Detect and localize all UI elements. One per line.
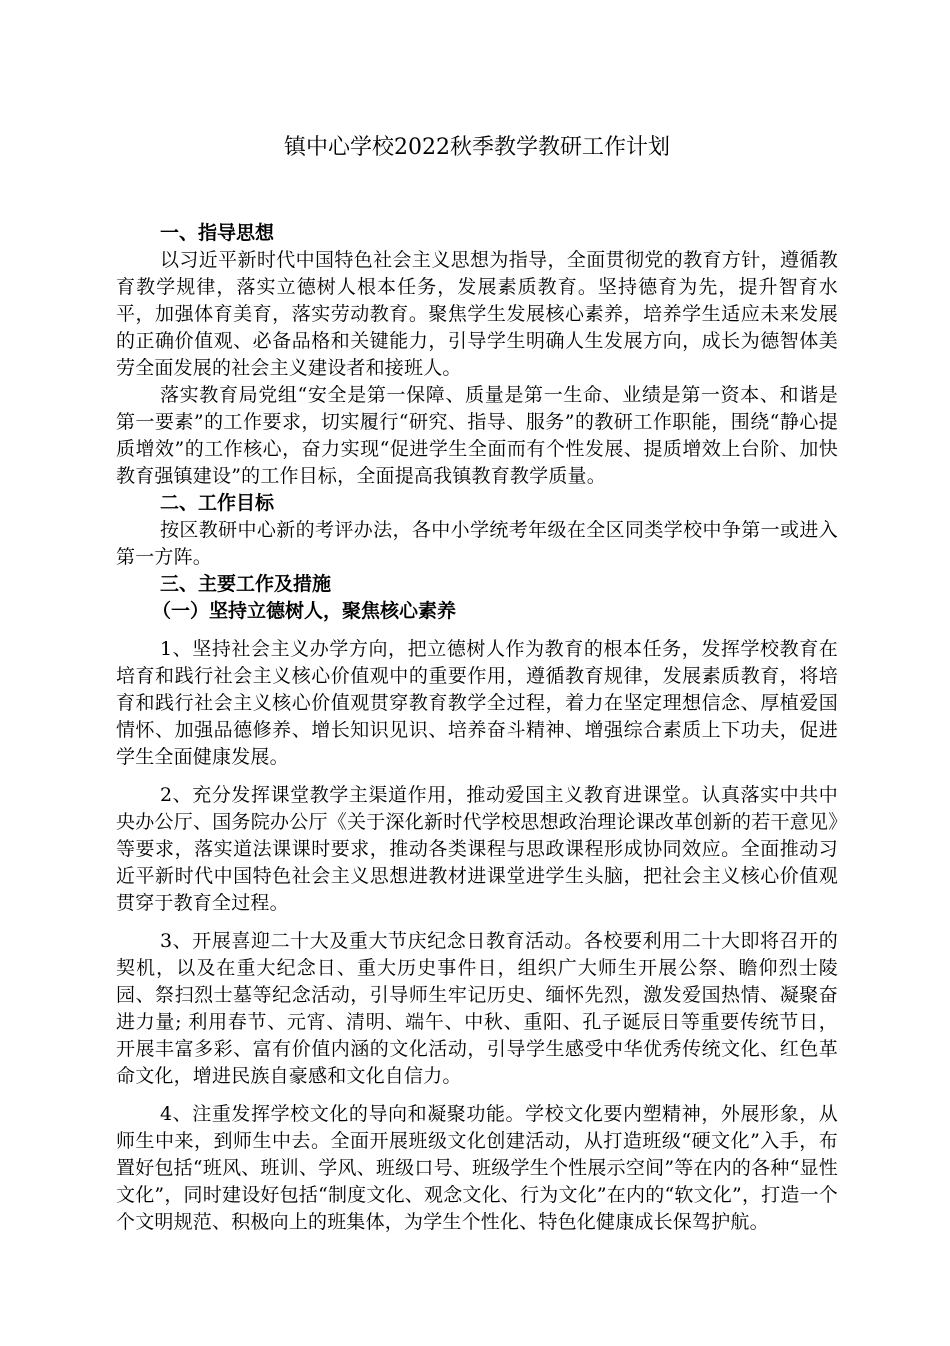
paragraph-measure-2: 2、充分发挥课堂教学主渠道作用，推动爱国主义教育进课堂。认真落实中共中央办公厅、国务院办公厅《关于深化新时代学校思想政治理论课改革创新的若干意见》等要求，落实道法课课时要求，推动各类课程与思政课程形成协同效应。全面推动习近平新时代中国特色社会主义思想进教材进课堂进学生头脑，把社会主义核心价值观贯穿于教育全过程。 <box>116 784 838 914</box>
paragraph-measure-1: 1、坚持社会主义办学方向，把立德树人作为教育的根本任务，发挥学校教育在培育和践行社会主义核心价值观中的重要作用，遵循教育规律，发展素质教育，将培育和践行社会主义核心价值观贯穿教育教学全过程，着力在坚定理想信念、厚植爱国情怀、加强品德修养、增长知识见识、培养奋斗精神、增强综合素质上下功夫，促进学生全面健康发展。 <box>116 638 838 768</box>
paragraph-work-goals: 按区教研中心新的考评办法，各中小学统考年级在全区同类学校中争第一或进入第一方阵。 <box>116 519 838 568</box>
document-title: 镇中心学校2022秋季教学教研工作计划 <box>284 135 670 160</box>
section-heading-work-goals: 二、工作目标 <box>160 492 275 514</box>
section-heading-main-work: 三、主要工作及措施 <box>160 573 332 595</box>
paragraph-guiding-ideology-1: 以习近平新时代中国特色社会主义思想为指导，全面贯彻党的教育方针，遵循教育教学规律，落实立德树人根本任务，发展素质教育。坚持德育为先，提升智育水平，加强体育美育，落实劳动教育。聚焦学生发展核心素养，培养学生适应未来发展的正确价值观、必备品格和关键能力，引导学生明确人生发展方向，成长为德智体美劳全面发展的社会主义建设者和接班人。 <box>116 249 838 379</box>
paragraph-measure-3: 3、开展喜迎二十大及重大节庆纪念日教育活动。各校要利用二十大即将召开的契机，以及在重大纪念日、重大历史事件日，组织广大师生开展公祭、瞻仰烈士陵园、祭扫烈士墓等纪念活动，引导师生牢记历史、缅怀先烈，激发爱国热情、凝聚奋进力量; 利用春节、元宵、清明、端午、中秋、重阳、孔子诞辰日等重要传统节日，开展丰富多彩、富有价值内涵的文化活动，引导学生感受中华优秀传统文化、红色革命文化，增进民族自豪感和文化自信力。 <box>116 930 838 1087</box>
subsection-heading-moral-education: （一）坚持立德树人，聚焦核心素养 <box>152 600 457 622</box>
paragraph-measure-4: 4、注重发挥学校文化的导向和凝聚功能。学校文化要内塑精神，外展形象，从师生中来，到师生中去。全面开展班级文化创建活动，从打造班级“硬文化”入手，布置好包括“班风、班训、学风、班级口号、班级学生个性展示空间”等在内的各种“显性文化”，同时建设好包括“制度文化、观念文化、行为文化”在内的“软文化”，打造一个个文明规范、积极向上的班集体，为学生个性化、特色化健康成长保驾护航。 <box>116 1103 838 1233</box>
document-body <box>116 220 838 1236</box>
paragraph-guiding-ideology-2: 落实教育局党组“安全是第一保障、质量是第一生命、业绩是第一资本、和谐是第一要素”的工作要求，切实履行“研究、指导、服务”的教研工作职能，围绕“静心提质增效”的工作核心，奋力实现“促进学生全面而有个性发展、提质增效上台阶、加快教育强镇建设”的工作目标，全面提高我镇教育教学质量。 <box>116 384 838 487</box>
section-heading-guiding-ideology: 一、指导思想 <box>160 222 275 244</box>
